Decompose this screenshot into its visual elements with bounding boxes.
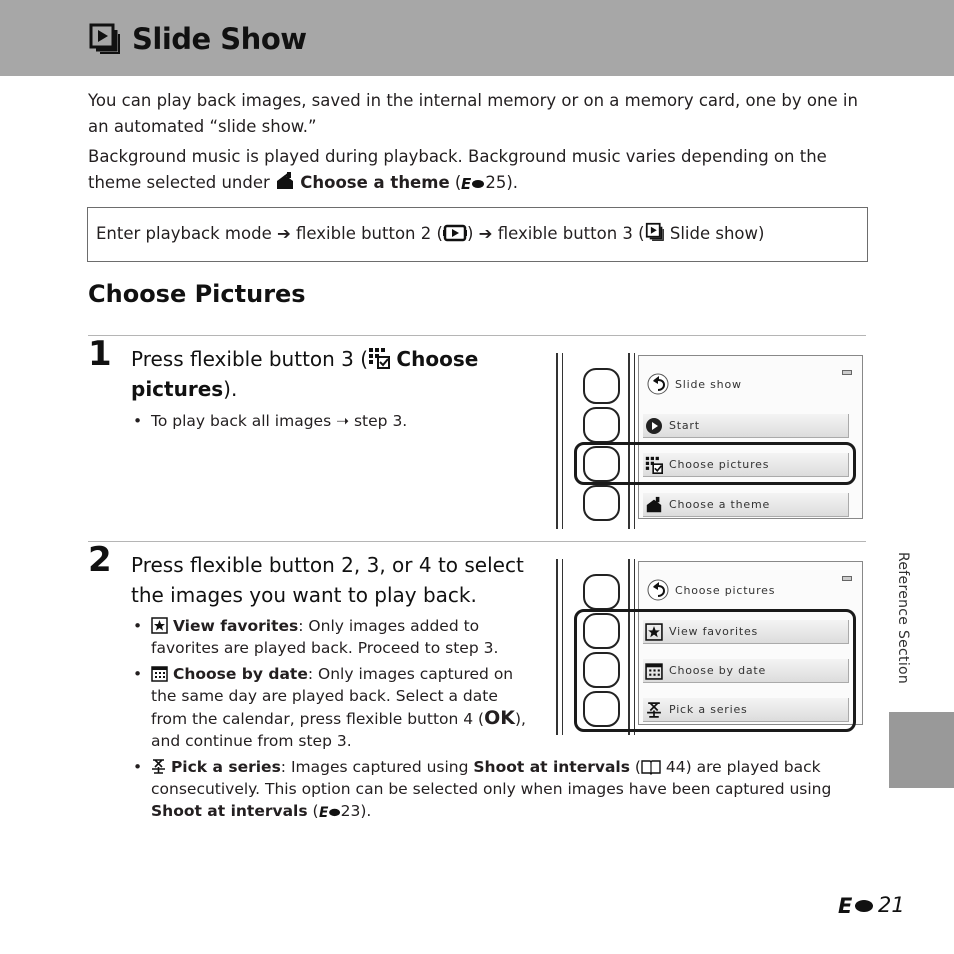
ref-page: 44	[665, 758, 686, 776]
series-icon	[151, 758, 166, 775]
bullet-text: : Only images captured on the same day are played back. Select a date from the calendar, press flexible button 4 (	[151, 665, 514, 728]
menu-item-choose-a-theme[interactable]	[643, 493, 849, 517]
step-2-number: 2	[88, 540, 112, 580]
highlight-ring	[574, 609, 856, 732]
step-1-bold: Choose pictures	[131, 347, 479, 401]
page-number-text: 21	[878, 893, 905, 917]
choose-pictures-icon	[368, 347, 390, 369]
bullet-text-3: ) are played back consecutively. This option can be selected only when images have been captured using	[151, 758, 832, 798]
ref-close: ).	[506, 173, 519, 192]
divider	[88, 335, 866, 336]
camera-edge-right	[628, 353, 630, 529]
slide-show-small-icon	[645, 222, 665, 242]
camera-edge-inner	[562, 353, 563, 529]
flexible-button-1[interactable]	[583, 574, 620, 610]
step-1-text	[131, 344, 531, 404]
step-1-bullet: • To play back all images ➝ step 3.	[133, 410, 533, 432]
calendar-icon	[151, 665, 168, 682]
step-2-bullets-wide	[133, 756, 863, 822]
bullet-bold-2: Shoot at intervals	[473, 758, 630, 776]
svg-text:E: E	[318, 805, 328, 819]
camera-edge-left	[556, 559, 558, 735]
flexible-button-1[interactable]	[583, 368, 620, 404]
menu-item-label: Start	[669, 419, 700, 432]
ref-page-2: 23	[340, 802, 361, 820]
bullet-bold: Pick a series	[170, 758, 281, 776]
favorites-icon	[151, 617, 168, 634]
menu-item-label: Choose by date	[669, 664, 767, 677]
reference-section-label: Reference Section	[895, 552, 911, 685]
menu-item-label: Choose pictures	[669, 458, 770, 471]
page-number	[838, 893, 905, 917]
menu-item-label: View favorites	[669, 625, 759, 638]
playback-menu-icon	[443, 224, 467, 242]
bullet-bold-3: Shoot at intervals	[151, 802, 308, 820]
section-title: Choose Pictures	[88, 280, 306, 308]
ref-page: 25	[485, 173, 507, 192]
bullet-text-2: (	[629, 758, 641, 776]
reference-e-icon	[319, 804, 341, 819]
book-reference-icon	[641, 759, 661, 775]
ref-open: (	[449, 173, 462, 192]
battery-icon	[842, 576, 852, 581]
intro-text: Background music is played during playback. Background music varies depending on the theme selected under	[88, 147, 827, 192]
camera-edge-left	[556, 353, 558, 529]
ok-icon: OK	[484, 707, 515, 729]
bullet-text: : Images captured using	[280, 758, 474, 776]
nav-path-part-2: ) ➔ flexible button 3 (	[466, 224, 645, 243]
nav-path-part-3: Slide show)	[664, 224, 765, 243]
divider	[88, 541, 866, 542]
page-title-text: Slide Show	[132, 22, 307, 56]
reference-e-icon	[461, 175, 485, 191]
screen-title-text: Choose pictures	[675, 583, 776, 597]
menu-item-label: Pick a series	[669, 703, 748, 716]
bullet-bold: View favorites	[172, 617, 299, 635]
section-tab	[889, 712, 954, 788]
step-1-bullets	[133, 410, 533, 432]
slide-show-icon	[88, 22, 122, 56]
intro-paragraph-2	[88, 144, 878, 196]
camera-screen-1	[556, 353, 868, 529]
flexible-button-2[interactable]	[583, 407, 620, 443]
bullet-text-after: ), and continue from step 3.	[151, 710, 526, 750]
highlight-ring	[574, 442, 856, 485]
theme-icon	[645, 496, 663, 514]
screen-title-text: Slide show	[675, 377, 742, 391]
choose-theme-label: Choose a theme	[300, 173, 450, 192]
screen-title	[647, 372, 742, 396]
theme-icon	[275, 171, 295, 191]
page-title	[88, 22, 307, 56]
bullet-bold: Choose by date	[172, 665, 308, 683]
lcd-screen	[638, 355, 863, 519]
svg-text:E: E	[461, 175, 472, 191]
step-2-text: Press flexible button 2, 3, or 4 to select the images you want to play back.	[131, 553, 524, 607]
bullet-view-favorites	[133, 615, 533, 659]
back-icon[interactable]	[647, 373, 669, 395]
camera-edge-inner	[562, 559, 563, 735]
camera-screen-2	[556, 559, 868, 735]
reference-e-icon	[838, 894, 878, 916]
flexible-button-4[interactable]	[583, 485, 620, 521]
screen-title	[647, 578, 775, 602]
intro-paragraph-1: You can play back images, saved in the internal memory or on a memory card, one by one in an automated “slide show.”	[88, 91, 858, 136]
bullet-pick-a-series	[133, 756, 863, 822]
back-icon[interactable]	[647, 579, 669, 601]
bullet-choose-by-date	[133, 663, 533, 752]
bullet-text-4: (	[307, 802, 319, 820]
svg-text:E: E	[838, 894, 853, 916]
menu-item-start[interactable]	[643, 414, 849, 438]
battery-icon	[842, 370, 852, 375]
step-1-text-after: ).	[223, 377, 238, 401]
start-icon	[645, 417, 663, 435]
camera-edge-right-inner	[634, 353, 635, 529]
step-1-number: 1	[88, 334, 112, 374]
step-1-text-before: Press flexible button 3 (	[131, 347, 369, 371]
nav-path-part-1: Enter playback mode ➔ flexible button 2 (	[96, 224, 443, 243]
navigation-path-box	[87, 207, 868, 262]
step-2-bullets	[133, 615, 533, 752]
bullet-text: : Only images added to favorites are played back. Proceed to step 3.	[151, 617, 499, 657]
menu-item-label: Choose a theme	[669, 498, 771, 511]
bullet-text-5: ).	[360, 802, 372, 820]
